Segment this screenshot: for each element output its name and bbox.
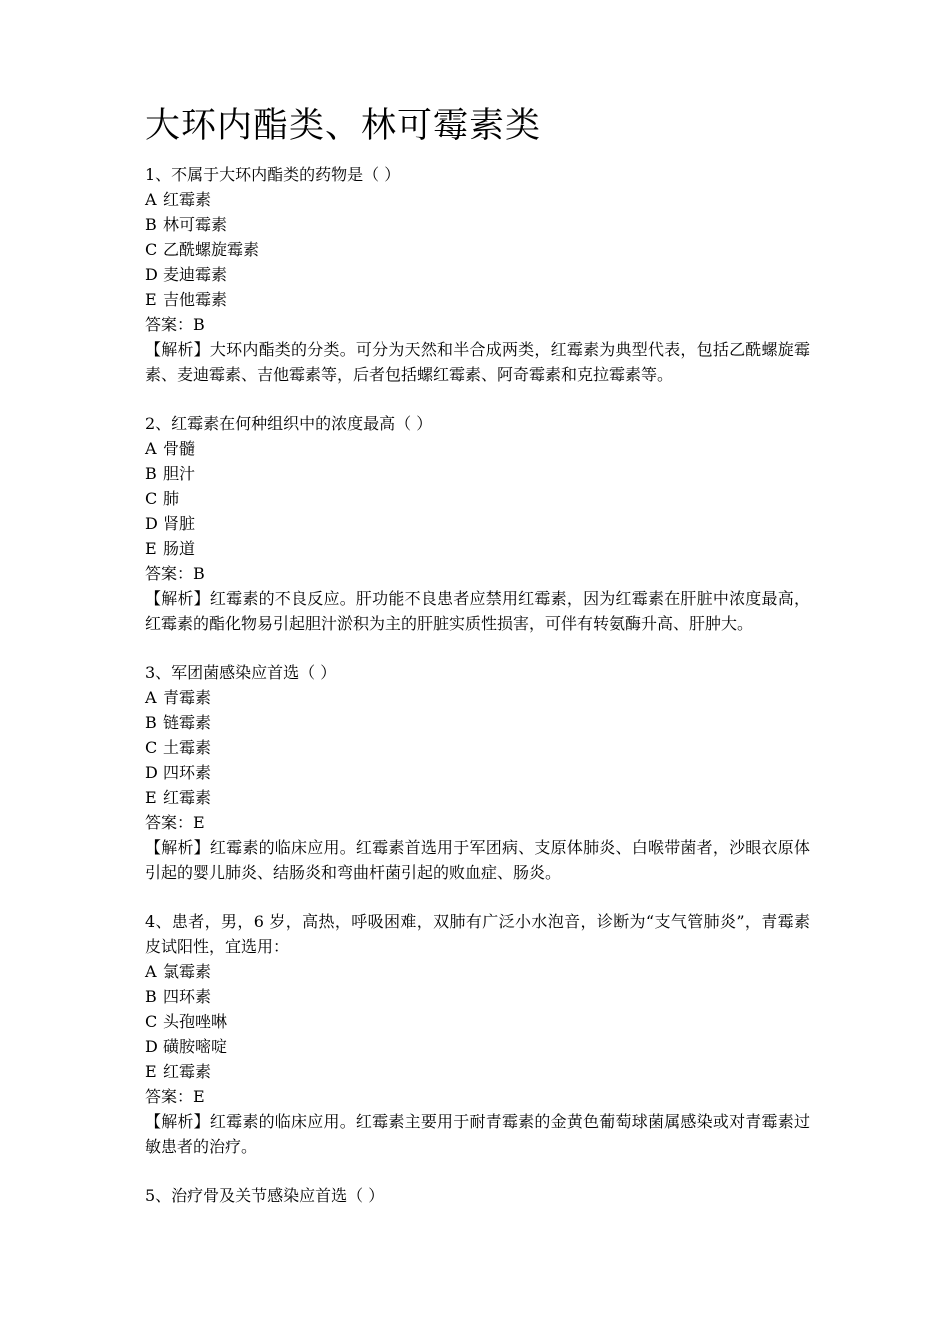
option-text: 林可霉素 <box>163 215 228 234</box>
option-letter: A <box>145 962 157 981</box>
option-text: 吉他霉素 <box>163 290 228 309</box>
option-letter: B <box>145 464 157 483</box>
option-letter: C <box>145 738 158 757</box>
explanation-text: 【解析】红霉素的临床应用。红霉素主要用于耐青霉素的金黄色葡萄球菌属感染或对青霉素过敏患者的治疗。 <box>145 1112 810 1156</box>
option-text: 链霉素 <box>163 713 212 732</box>
option-letter: E <box>145 290 157 309</box>
option-letter: A <box>145 688 157 707</box>
option-text: 麦迪霉素 <box>163 265 228 284</box>
answer-line: 答案：B <box>145 564 205 583</box>
explanation-text: 【解析】大环内酯类的分类。可分为天然和半合成两类，红霉素为典型代表，包括乙酰螺旋霉素、麦迪霉素、吉他霉素等，后者包括螺红霉素、阿奇霉素和克拉霉素等。 <box>145 340 810 384</box>
option-text: 氯霉素 <box>163 962 212 981</box>
question-3 <box>145 660 810 885</box>
option-b <box>145 710 810 735</box>
question-stem: 4、患者，男，6 岁，高热，呼吸困难，双肺有广泛小水泡音，诊断为“支气管肺炎”，青霉素皮试阳性，宜选用： <box>145 912 810 956</box>
question-stem: 5、治疗骨及关节感染应首选（ ） <box>145 1186 385 1205</box>
option-letter: C <box>145 1012 158 1031</box>
option-c <box>145 237 810 262</box>
question-1 <box>145 162 810 387</box>
option-c <box>145 735 810 760</box>
question-stem: 3、军团菌感染应首选（ ） <box>145 663 337 682</box>
option-text: 四环素 <box>163 763 212 782</box>
option-b <box>145 212 810 237</box>
option-e <box>145 1059 810 1084</box>
option-letter: B <box>145 713 157 732</box>
document-page <box>145 100 810 1232</box>
option-text: 胆汁 <box>163 464 196 483</box>
question-stem: 1、不属于大环内酯类的药物是（ ） <box>145 165 401 184</box>
option-letter: D <box>145 763 158 782</box>
answer-line: 答案：E <box>145 813 205 832</box>
option-letter: C <box>145 240 158 259</box>
option-a <box>145 685 810 710</box>
explanation-text: 【解析】红霉素的不良反应。肝功能不良患者应禁用红霉素，因为红霉素在肝脏中浓度最高，红霉素的酯化物易引起胆汁淤积为主的肝脏实质性损害，可伴有转氨酶升高、肝肿大。 <box>145 589 810 633</box>
question-5 <box>145 1183 810 1208</box>
option-letter: E <box>145 788 157 807</box>
option-letter: E <box>145 539 157 558</box>
option-e <box>145 536 810 561</box>
option-a <box>145 436 810 461</box>
option-d <box>145 1034 810 1059</box>
option-text: 肾脏 <box>163 514 196 533</box>
option-text: 四环素 <box>163 987 212 1006</box>
question-2 <box>145 411 810 636</box>
option-text: 磺胺嘧啶 <box>163 1037 228 1056</box>
option-text: 肠道 <box>163 539 196 558</box>
option-d <box>145 511 810 536</box>
option-letter: D <box>145 1037 158 1056</box>
option-letter: B <box>145 987 157 1006</box>
question-stem: 2、红霉素在何种组织中的浓度最高（ ） <box>145 414 433 433</box>
answer-line: 答案：B <box>145 315 205 334</box>
option-letter: A <box>145 190 157 209</box>
question-4 <box>145 909 810 1159</box>
option-text: 土霉素 <box>163 738 212 757</box>
option-text: 红霉素 <box>163 788 212 807</box>
option-b <box>145 461 810 486</box>
option-text: 乙酰螺旋霉素 <box>163 240 260 259</box>
option-d <box>145 262 810 287</box>
option-d <box>145 760 810 785</box>
option-a <box>145 959 810 984</box>
option-text: 头孢唑啉 <box>163 1012 228 1031</box>
option-text: 红霉素 <box>163 190 212 209</box>
option-letter: C <box>145 489 158 508</box>
explanation-text: 【解析】红霉素的临床应用。红霉素首选用于军团病、支原体肺炎、白喉带菌者，沙眼衣原体引起的婴儿肺炎、结肠炎和弯曲杆菌引起的败血症、肠炎。 <box>145 838 810 882</box>
option-letter: D <box>145 514 158 533</box>
option-c <box>145 1009 810 1034</box>
option-letter: E <box>145 1062 157 1081</box>
option-b <box>145 984 810 1009</box>
option-e <box>145 785 810 810</box>
option-letter: B <box>145 215 157 234</box>
option-a <box>145 187 810 212</box>
document-title: 大环内酯类、林可霉素类 <box>145 106 542 146</box>
option-text: 青霉素 <box>163 688 212 707</box>
option-letter: A <box>145 439 157 458</box>
option-text: 肺 <box>163 489 180 508</box>
option-text: 骨髓 <box>163 439 196 458</box>
option-e <box>145 287 810 312</box>
answer-line: 答案：E <box>145 1087 205 1106</box>
option-c <box>145 486 810 511</box>
option-letter: D <box>145 265 158 284</box>
option-text: 红霉素 <box>163 1062 212 1081</box>
